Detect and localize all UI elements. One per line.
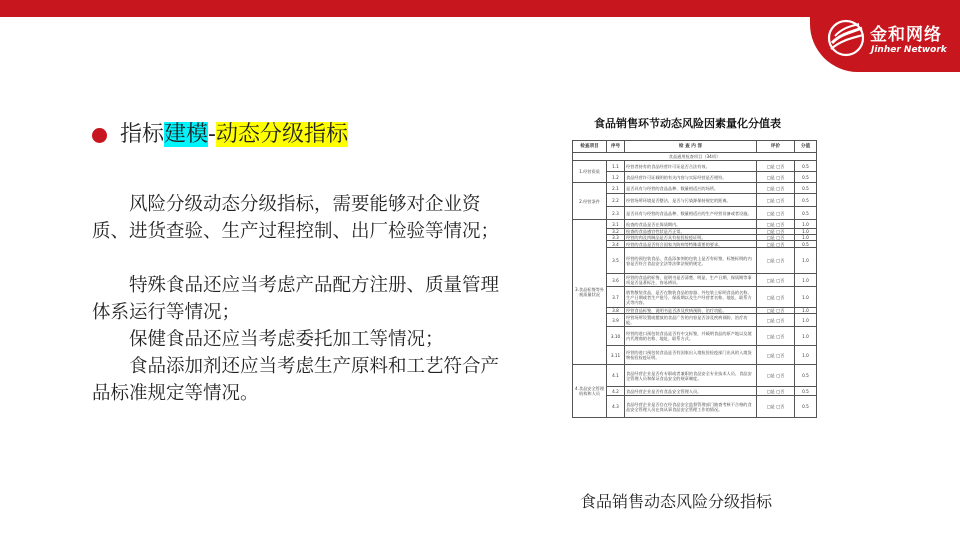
figure-caption: 食品销售动态风险分级指标 <box>580 492 773 511</box>
table-content-cell: 经营的进口预包装食品是否有中文标签，并载明食品的原产地以及境内代理商的名称、地址、联系方式。 <box>625 327 757 346</box>
table-content-cell: 是否具有与经营的食品品种、数量相适应的生产经营设备或者设施。 <box>625 207 757 220</box>
table-no-cell: 3.1 <box>607 220 625 229</box>
table-content-cell: 食品经营许可证载明的有关内容与实际经营是否相符。 <box>625 172 757 183</box>
table-header-cell: 序号 <box>607 141 625 153</box>
table-content-cell: 经营的进口预包装食品是否有国家出入境检验检疫部门出具的入境货物检验检疫证明。 <box>625 346 757 365</box>
table-eval-cell: □是 □否 <box>757 387 795 396</box>
table-eval-cell: □是 □否 <box>757 172 795 183</box>
table-eval-cell: □是 □否 <box>757 235 795 241</box>
table-content-cell: 经营者持有的食品经营许可证是否合法有效。 <box>625 161 757 172</box>
table-score-cell: 0.5 <box>795 183 817 194</box>
title-bullet-icon <box>92 128 107 143</box>
table-score-cell: 0.5 <box>795 194 817 207</box>
table-content-cell: 经营的食品是否符合国家为防病等特殊需要的要求。 <box>625 241 757 248</box>
table-content-cell: 检查的食品是否在保质期内。 <box>625 220 757 229</box>
table-eval-cell: □是 □否 <box>757 274 795 287</box>
table-header-cell: 评价 <box>757 141 795 153</box>
table-row <box>573 287 817 308</box>
table-no-cell: 1.1 <box>607 161 625 172</box>
table-row <box>573 172 817 183</box>
table-score-cell: 0.5 <box>795 241 817 248</box>
table-eval-cell: □是 □否 <box>757 396 795 418</box>
table-score-cell: 1.0 <box>795 235 817 241</box>
table-score-cell: 1.0 <box>795 308 817 314</box>
table-title: 食品销售环节动态风险因素量化分值表 <box>594 117 781 130</box>
table-score-cell: 1.0 <box>795 274 817 287</box>
table-eval-cell: □是 □否 <box>757 248 795 274</box>
risk-score-table <box>572 140 817 418</box>
table-row <box>573 248 817 274</box>
table-no-cell: 2.2 <box>607 194 625 207</box>
paragraph: 保健食品还应当考虑委托加工等情况； <box>129 329 444 350</box>
table-eval-cell: □是 □否 <box>757 229 795 235</box>
table-row <box>573 220 817 229</box>
title-part-3: - <box>208 122 216 147</box>
table-no-cell: 2.1 <box>607 183 625 194</box>
table-group-cell: 1.经营资质 <box>573 161 607 183</box>
table-content-cell: 食品经营企业是否有专职或者兼职的食品安全专业技术人员、食品安全管理人员和保证食品安全的规章制度。 <box>625 365 757 387</box>
table-row <box>573 365 817 387</box>
table-group-cell: 3.食品标签等外观质量状况 <box>573 220 607 365</box>
table-subheader-row <box>573 153 817 161</box>
table-no-cell: 3.3 <box>607 235 625 241</box>
table-content-cell: 经营的肉及肉制品是否具有检验检疫证明。 <box>625 235 757 241</box>
brand-name-cn: 金和网络 <box>870 25 942 45</box>
table-score-cell: 1.0 <box>795 314 817 327</box>
table-row <box>573 387 817 396</box>
title-highlight-yellow: 动态分级指标 <box>215 122 348 147</box>
table-eval-cell: □是 □否 <box>757 241 795 248</box>
table-no-cell: 3.8 <box>607 308 625 314</box>
table-no-cell: 3.5 <box>607 248 625 274</box>
table-row <box>573 396 817 418</box>
table-score-cell: 1.0 <box>795 287 817 308</box>
table-no-cell: 3.10 <box>607 327 625 346</box>
table-eval-cell: □是 □否 <box>757 308 795 314</box>
jinher-logo-icon <box>826 18 866 58</box>
table-row <box>573 346 817 365</box>
table-header-cell: 分值 <box>795 141 817 153</box>
table-row <box>573 161 817 172</box>
table-subheader: 食品通用检查项目（34项） <box>573 153 817 161</box>
table-content-cell: 检查的食品感官性状是否正常。 <box>625 229 757 235</box>
paragraph: 食品添加剂还应当考虑生产原料和工艺符合产品标准规定等情况。 <box>92 356 500 404</box>
title-part-1: 指标 <box>120 122 165 147</box>
table-score-cell: 1.0 <box>795 327 817 346</box>
table-eval-cell: □是 □否 <box>757 287 795 308</box>
table-group-cell: 4.食品安全管理机构和人员 <box>573 365 607 418</box>
table-content-cell: 经营的食品的标签、说明书是否清楚、明显，生产日期、保质期等事项是否显著标注，容易辨识。 <box>625 274 757 287</box>
table-no-cell: 3.4 <box>607 241 625 248</box>
table-eval-cell: □是 □否 <box>757 183 795 194</box>
table-eval-cell: □是 □否 <box>757 365 795 387</box>
table-score-cell: 1.0 <box>795 346 817 365</box>
table-eval-cell: □是 □否 <box>757 207 795 220</box>
brand-name-en: Jinher Network <box>871 45 947 55</box>
table-no-cell: 3.7 <box>607 287 625 308</box>
table-content-cell: 销售散装食品，是否在散装食品的容器、外包装上标明食品的名称、生产日期或者生产批号、保质期以及生产经营者名称、地址、联系方式等内容。 <box>625 287 757 308</box>
slide-title <box>92 120 348 150</box>
table-content-cell: 经营场所环境是否整洁，是否与污染源保持规定的距离。 <box>625 194 757 207</box>
table-row <box>573 207 817 220</box>
table-score-cell: 0.5 <box>795 161 817 172</box>
table-score-cell: 1.0 <box>795 248 817 274</box>
table-score-cell: 0.5 <box>795 365 817 387</box>
table-no-cell: 3.11 <box>607 346 625 365</box>
table-score-cell: 1.0 <box>795 229 817 235</box>
title-highlight-cyan: 建模 <box>164 122 209 147</box>
table-eval-cell: □是 □否 <box>757 314 795 327</box>
table-no-cell: 3.6 <box>607 274 625 287</box>
table-eval-cell: □是 □否 <box>757 161 795 172</box>
table-no-cell: 4.2 <box>607 387 625 396</box>
table-eval-cell: □是 □否 <box>757 327 795 346</box>
table-eval-cell: □是 □否 <box>757 346 795 365</box>
table-no-cell: 2.3 <box>607 207 625 220</box>
table-row <box>573 183 817 194</box>
table-score-cell: 0.5 <box>795 396 817 418</box>
body-text <box>92 191 512 407</box>
table-row <box>573 241 817 248</box>
table-score-cell: 0.5 <box>795 172 817 183</box>
table-row <box>573 314 817 327</box>
table-content-cell: 食品经营企业是否有食品安全管理人员。 <box>625 387 757 396</box>
table-score-cell: 0.5 <box>795 207 817 220</box>
table-content-cell: 经营场所设置或摆放的食品广告的内容是否涉及疾病预防、治疗功能。 <box>625 314 757 327</box>
table-no-cell: 3.2 <box>607 229 625 235</box>
table-eval-cell: □是 □否 <box>757 194 795 207</box>
table-score-cell: 1.0 <box>795 220 817 229</box>
table-no-cell: 3.9 <box>607 314 625 327</box>
table-row <box>573 194 817 207</box>
table-score-cell: 0.5 <box>795 387 817 396</box>
table-row <box>573 274 817 287</box>
table-content-cell: 是否具有与经营的食品品种、数量相适应的场所。 <box>625 183 757 194</box>
table-row <box>573 327 817 346</box>
table-group-cell: 2.经营条件 <box>573 183 607 220</box>
table-no-cell: 1.2 <box>607 172 625 183</box>
table-header-cell: 检 查 内 容 <box>625 141 757 153</box>
table-eval-cell: □是 □否 <box>757 220 795 229</box>
table-content-cell: 经营的预包装食品、食品添加剂的包装上是否有标签，标签标明的内容是否符合食品安全法等法律法规的规定。 <box>625 248 757 274</box>
table-no-cell: 4.1 <box>607 365 625 387</box>
paragraph: 风险分级动态分级指标，需要能够对企业资质、进货查验、生产过程控制、出厂检验等情况； <box>92 194 500 242</box>
table-no-cell: 4.3 <box>607 396 625 418</box>
paragraph: 特殊食品还应当考虑产品配方注册、质量管理体系运行等情况； <box>92 275 500 323</box>
table-content-cell: 食品经营企业是否存在经食品安全监督管理部门抽查考核不合格的食品安全管理人员在岗从事食品安全管理工作的情况。 <box>625 396 757 418</box>
table-header-row <box>573 141 817 153</box>
title-text <box>120 121 348 149</box>
table-content-cell: 经营食品标签、说明书是否涉及疾病预防、治疗功能。 <box>625 308 757 314</box>
table-header-cell: 检查项目 <box>573 141 607 153</box>
